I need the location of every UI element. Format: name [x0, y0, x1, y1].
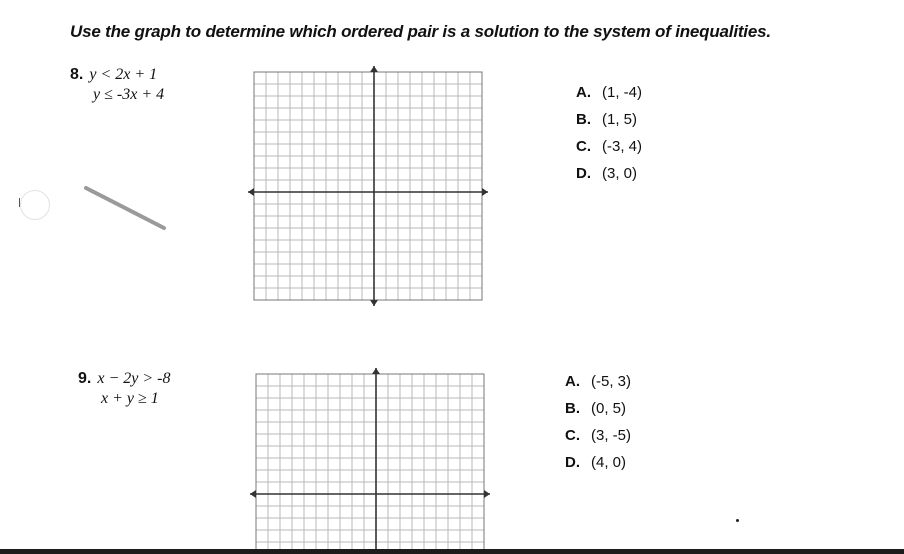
grid-border: [256, 374, 484, 554]
choice-pair: (3, 0): [602, 165, 638, 182]
choice-c[interactable]: [565, 422, 631, 449]
x-axis-arrow-left: [248, 188, 254, 196]
answer-choices-8: [576, 79, 642, 187]
grid-lines: [248, 66, 488, 306]
choice-letter: B.: [576, 111, 591, 128]
problem-8: [70, 66, 164, 104]
choice-pair: (4, 0): [591, 454, 627, 471]
radio-circle[interactable]: [20, 190, 50, 220]
y-axis-arrow-up: [372, 368, 380, 374]
problem-number: 8.: [70, 66, 84, 83]
coordinate-grid-9[interactable]: [246, 364, 496, 554]
choice-letter: D.: [565, 454, 580, 471]
choice-pair: (1, 5): [602, 111, 638, 128]
y-axis-arrow-up: [370, 66, 378, 72]
choice-letter: D.: [576, 165, 591, 182]
choice-c[interactable]: [576, 133, 642, 160]
answer-choices-9: [565, 368, 631, 476]
choice-pair: (3, -5): [591, 427, 632, 444]
stray-dot: [736, 519, 739, 522]
x-axis-arrow-right: [482, 188, 488, 196]
y-axis-arrow-down: [370, 300, 378, 306]
choice-d[interactable]: [565, 449, 631, 476]
choice-letter: A.: [576, 84, 591, 101]
inequality-1: y < 2x + 1: [89, 66, 158, 83]
choice-letter: A.: [565, 373, 580, 390]
inequality-2: y ≤ -3x + 4: [93, 86, 165, 103]
choice-letter: C.: [576, 138, 591, 155]
choice-pair: (-3, 4): [602, 138, 643, 155]
choice-pair: (-5, 3): [591, 373, 632, 390]
choice-d[interactable]: [576, 160, 642, 187]
choice-pair: (1, -4): [602, 84, 643, 101]
bottom-bar: [0, 549, 904, 554]
inequality-1: x − 2y > -8: [97, 370, 171, 387]
problem-number: 9.: [78, 370, 92, 387]
choice-b[interactable]: [565, 395, 631, 422]
problem-9: [78, 370, 170, 408]
inequality-2: x + y ≥ 1: [101, 390, 159, 407]
x-axis-arrow-left: [250, 490, 256, 498]
choice-a[interactable]: [576, 79, 642, 106]
coordinate-grid-8[interactable]: [244, 62, 494, 308]
grid-border: [254, 72, 482, 300]
choice-a[interactable]: [565, 368, 631, 395]
instructions-heading: Use the graph to determine which ordered pair is a solution to the system of inequalities.: [70, 22, 771, 41]
pencil-stroke: [80, 182, 170, 234]
choice-pair: (0, 5): [591, 400, 627, 417]
choice-b[interactable]: [576, 106, 642, 133]
grid-lines: [250, 368, 490, 554]
x-axis-arrow-right: [484, 490, 490, 498]
choice-letter: C.: [565, 427, 580, 444]
choice-letter: B.: [565, 400, 580, 417]
